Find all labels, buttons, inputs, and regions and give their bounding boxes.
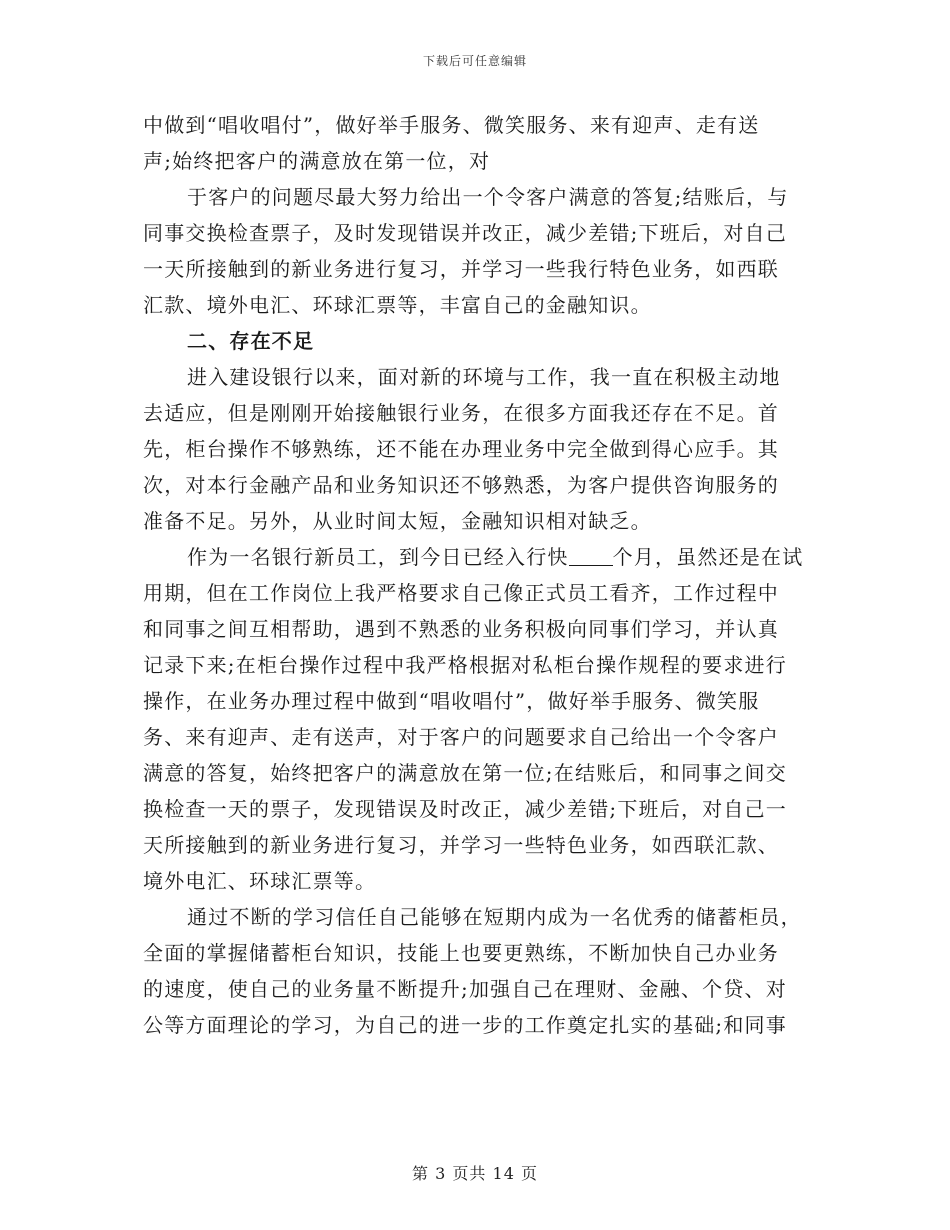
text-line: 的速度，使自己的业务量不断提升;加强自己在理财、金融、个贷、对 — [143, 977, 787, 1001]
text-line: 天所接触到的新业务进行复习，并学习一些特色业务，如西联汇款、 — [143, 833, 779, 857]
text-line: 一天所接触到的新业务进行复习，并学习一些我行特色业务，如西联 — [143, 257, 779, 281]
fill-in-blank — [569, 545, 613, 566]
text-line: 于客户的问题尽最大努力给出一个令客户满意的答复;结账后，与 — [187, 185, 789, 209]
text-line: 换检查一天的票子，发现错误及时改正，减少差错;下班后，对自己一 — [143, 797, 787, 821]
text-segment: 作为一名银行新员工，到今日已经入行快 — [187, 545, 569, 569]
text-line: 次，对本行金融产品和业务知识还不够熟悉，为客户提供咨询服务的 — [143, 473, 779, 497]
text-line: 通过不断的学习信任自己能够在短期内成为一名优秀的储蓄柜员， — [187, 905, 802, 929]
footer-total-pages: 14 — [492, 1164, 515, 1183]
footer-page-number: 3 — [435, 1164, 447, 1183]
footer-prefix: 第 — [412, 1164, 430, 1183]
text-line: 去适应，但是刚刚开始接触银行业务，在很多方面我还存在不足。首 — [143, 401, 779, 425]
section-heading: 二、存在不足 — [187, 329, 315, 353]
text-line: 操作，在业务办理过程中做到“唱收唱付”，做好举手服务、微笑服 — [143, 689, 760, 713]
footer-suffix: 页 — [520, 1164, 538, 1183]
footer-middle: 页共 — [452, 1164, 487, 1183]
text-line: 和同事之间互相帮助，遇到不熟悉的业务积极向同事们学习，并认真 — [143, 617, 779, 641]
text-line: 同事交换检查票子，及时发现错误并改正，减少差错;下班后，对自己 — [143, 221, 787, 245]
page-header: 下载后可任意编辑 — [422, 54, 527, 68]
text-line: 准备不足。另外，从业时间太短，金融知识相对缺乏。 — [143, 509, 652, 533]
text-line: 满意的答复，始终把客户的满意放在第一位;在结账后，和同事之间交 — [143, 761, 787, 785]
text-line: 汇款、境外电汇、环球汇票等，丰富自己的金融知识。 — [143, 293, 652, 317]
text-line: 境外电汇、环球汇票等。 — [143, 869, 377, 893]
text-line: 声;始终把客户的满意放在第一位，对 — [143, 149, 491, 173]
text-line: 用期，但在工作岗位上我严格要求自己像正式员工看齐，工作过程中 — [143, 581, 779, 605]
text-line: 公等方面理论的学习，为自己的进一步的工作奠定扎实的基础;和同事 — [143, 1013, 787, 1037]
text-line: 记录下来;在柜台操作过程中我严格根据对私柜台操作规程的要求进行 — [143, 653, 787, 677]
document-body — [143, 107, 809, 1043]
page-footer — [0, 1161, 950, 1184]
text-line — [143, 539, 809, 575]
text-line: 务、来有迎声、走有送声，对于客户的问题要求自己给出一个令客户 — [143, 725, 779, 749]
text-line: 全面的掌握储蓄柜台知识，技能上也要更熟练，不断加快自己办业务 — [143, 941, 779, 965]
text-segment: 个月，虽然还是在试 — [612, 545, 804, 569]
text-line: 先，柜台操作不够熟练，还不能在办理业务中完全做到得心应手。其 — [143, 437, 779, 461]
text-line: 中做到“唱收唱付”，做好举手服务、微笑服务、来有迎声、走有送 — [143, 113, 760, 137]
text-line: 进入建设银行以来，面对新的环境与工作，我一直在积极主动地 — [187, 365, 781, 389]
